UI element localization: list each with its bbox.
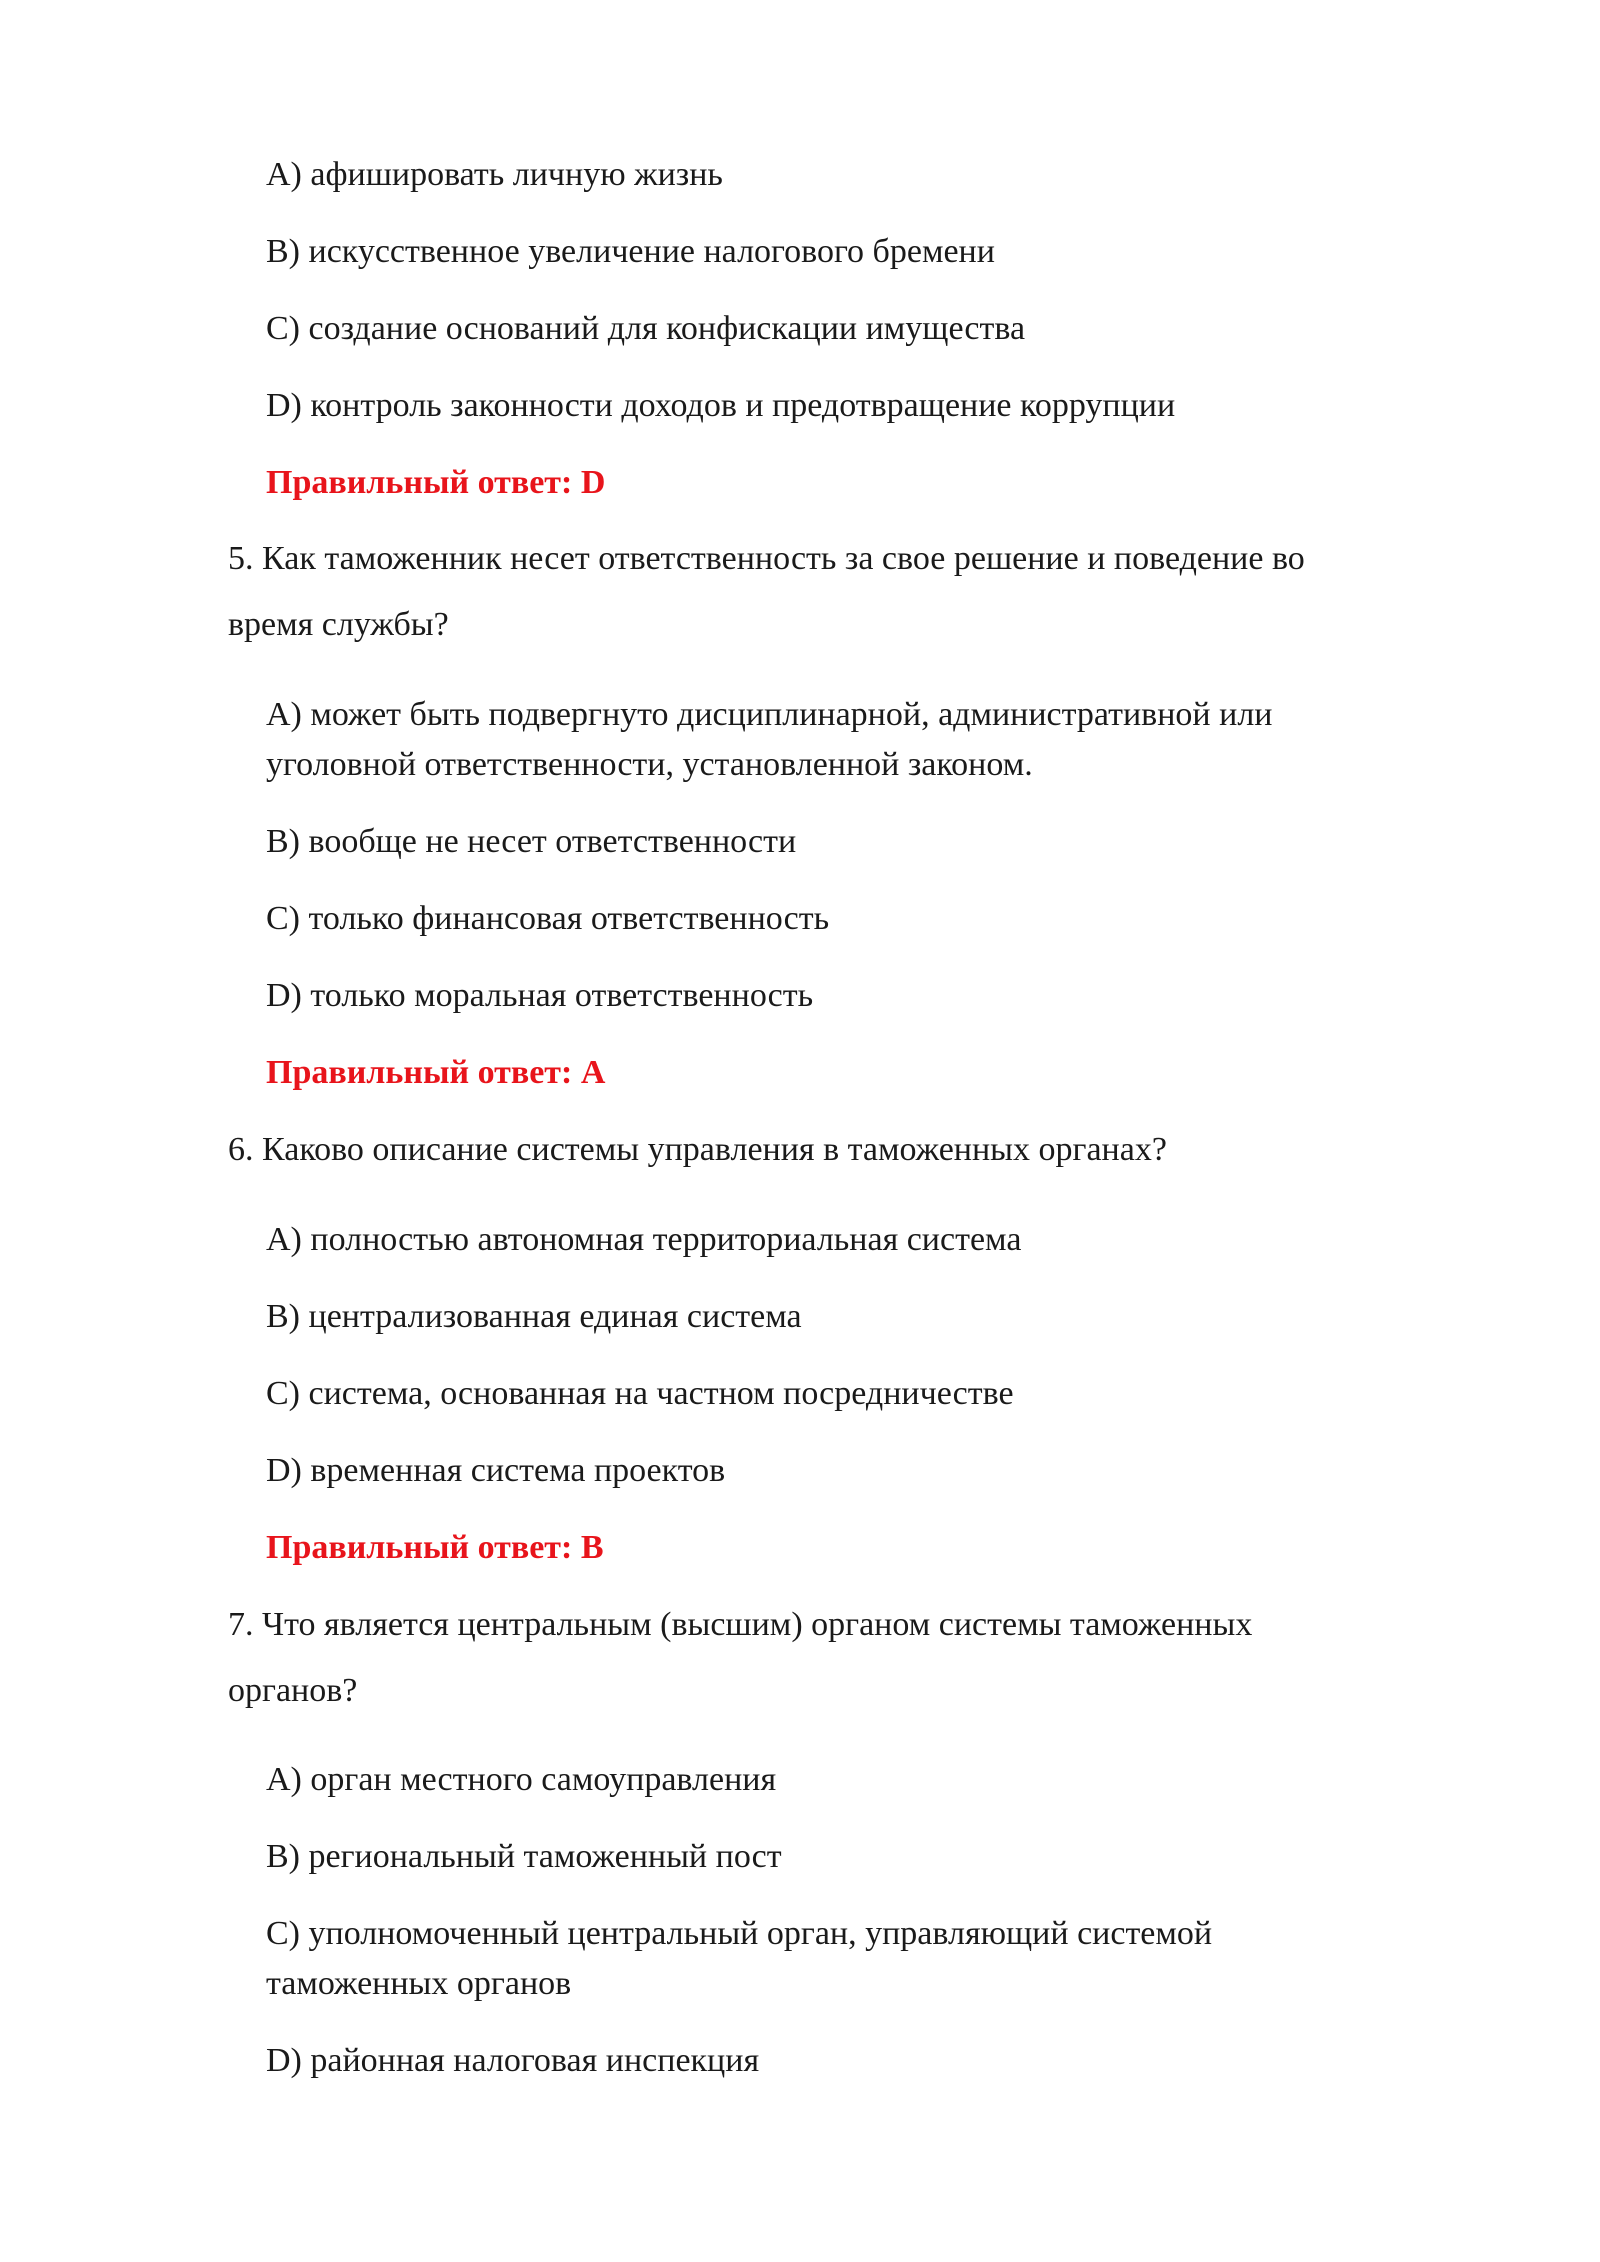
q5-option-a-line2: уголовной ответственности, установленной законом. bbox=[266, 746, 1033, 783]
q5-option-c: C) только финансовая ответственность bbox=[266, 900, 830, 937]
q6-question-line1: 6. Каково описание системы управления в таможенных органах? bbox=[228, 1131, 1167, 1168]
q5-question-line1: 5. Как таможенник несет ответственность за свое решение и поведение во bbox=[228, 540, 1305, 577]
q4-option-d: D) контроль законности доходов и предотвращение коррупции bbox=[266, 387, 1176, 424]
q4-option-a: A) афишировать личную жизнь bbox=[266, 156, 723, 193]
q6-correct-answer: Правильный ответ: B bbox=[266, 1529, 604, 1566]
q4-option-b: B) искусственное увеличение налогового бремени bbox=[266, 233, 995, 270]
q7-option-c-line1: C) уполномоченный центральный орган, управляющий системой bbox=[266, 1915, 1213, 1952]
q6-option-d: D) временная система проектов bbox=[266, 1452, 726, 1489]
q5-question-line2: время службы? bbox=[228, 606, 449, 643]
q7-option-a: A) орган местного самоуправления bbox=[266, 1761, 777, 1798]
q7-question-line2: органов? bbox=[228, 1672, 358, 1709]
q5-option-d: D) только моральная ответственность bbox=[266, 977, 814, 1014]
q7-question-line1: 7. Что является центральным (высшим) органом системы таможенных bbox=[228, 1606, 1253, 1643]
q7-option-c-line2: таможенных органов bbox=[266, 1965, 572, 2002]
q7-option-d: D) районная налоговая инспекция bbox=[266, 2042, 760, 2079]
q5-option-a-line1: A) может быть подвергнуто дисциплинарной, административной или bbox=[266, 696, 1273, 733]
q4-correct-answer: Правильный ответ: D bbox=[266, 464, 606, 501]
q6-option-c: C) система, основанная на частном посредничестве bbox=[266, 1375, 1014, 1412]
q6-option-a: A) полностью автономная территориальная система bbox=[266, 1221, 1022, 1258]
q6-option-b: B) централизованная единая система bbox=[266, 1298, 802, 1335]
q7-option-b: B) региональный таможенный пост bbox=[266, 1838, 782, 1875]
q4-option-c: C) создание оснований для конфискации имущества bbox=[266, 310, 1026, 347]
q5-correct-answer: Правильный ответ: A bbox=[266, 1054, 606, 1091]
q5-option-b: B) вообще не несет ответственности bbox=[266, 823, 797, 860]
